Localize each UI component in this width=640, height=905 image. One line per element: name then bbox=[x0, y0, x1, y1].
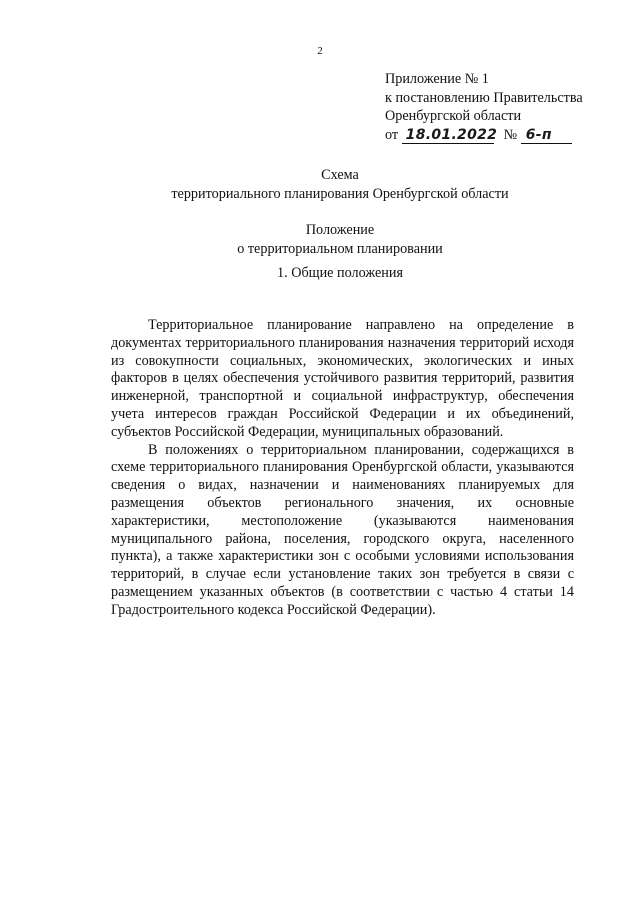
section-heading: 1. Общие положения bbox=[277, 265, 403, 281]
body-text bbox=[111, 317, 574, 620]
appendix-title: Приложение № 1 bbox=[385, 71, 489, 87]
subtitle-line-2: о территориальном планировании bbox=[237, 240, 443, 257]
number-label: № bbox=[503, 126, 518, 143]
document-subtitle bbox=[0, 221, 640, 258]
document-title bbox=[0, 166, 640, 203]
appendix-reference: к постановлению Правительства bbox=[385, 89, 583, 106]
title-line-2: территориального планирования Оренбургской области bbox=[171, 185, 509, 202]
paragraph-2: В положениях о территориальном планировании, содержащихся в схеме территориального планирования Оренбургской области, указываются сведения о видах, назначении и наименованиях планируемых для размещения объектов регионального значения, их основные характеристики, местоположение (указываются наименования муниципального района, поселения, городского округа, населенного пункта), а также характеристики зон с особыми условиями использования территорий, в случае если установление таких зон требуется в связи с размещением указанных объектов (в соответствии с частью 4 статьи 14 Градостроительного кодекса Российской Федерации). bbox=[111, 441, 574, 618]
from-label: от bbox=[385, 126, 399, 143]
handwritten-date: 18.01.2022 bbox=[402, 128, 494, 144]
handwritten-number: 6-п bbox=[521, 128, 572, 144]
subtitle-line-1: Положение bbox=[305, 222, 375, 238]
paragraph-1: Территориальное планирование направлено на определение в документах территориального планирования назначения территорий исходя из совокупности социальных, экономических, экологических и иных факторов в целях обеспечения устойчивого развития территорий, развития инженерной, транспортной и социальной инфраструктур, обеспечения учета интересов граждан Российской Федерации и их объединений, субъектов Российской Федерации, муниципальных образований. bbox=[111, 317, 574, 440]
appendix-date-number-row bbox=[385, 126, 583, 145]
appendix-block bbox=[385, 70, 583, 144]
appendix-region: Оренбургской области bbox=[385, 108, 522, 124]
page-number: 2 bbox=[317, 45, 323, 57]
title-line-1: Схема bbox=[321, 167, 359, 183]
